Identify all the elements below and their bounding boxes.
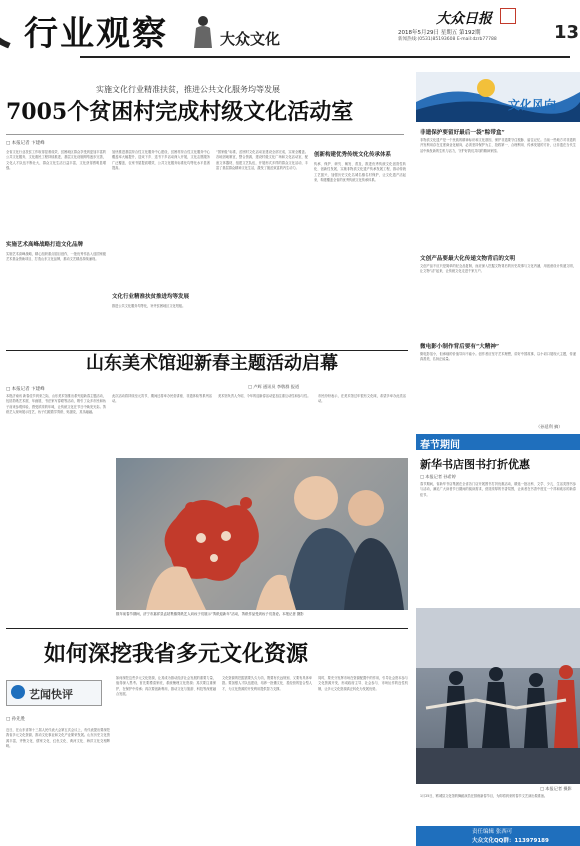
feature-col-1: 本报济南讯 新春佳节到来之际，山东美术馆推出系列迎新春主题活动，包括剪纸艺术展、年画展、书法家写春联等活动，吸引了众多市民和孩子前来参观体验，感受浓浓的年味，让传统文化在节日中焕发光彩。剪纸艺人现场展示技艺，孩子们跟着学剪纸、贴窗花，其乐融融。 [6, 394, 106, 415]
feature-photo [116, 458, 408, 610]
dancers-photo-icon [416, 608, 580, 784]
lead-byline: □ 本报记者 卞建峰 [6, 141, 45, 146]
lead-col-1b: 实施艺术高峰战略，精心组织重点剧目创作，一批优秀作品入选国家级艺术基金资助项目，打造山东文化品牌，推动文艺精品持续涌现。 [6, 252, 106, 262]
feature-col-2: 此次活动将持续至元宵节，期间还将举办民俗讲座、非遗体验等系列活动。 [112, 394, 212, 404]
dance-photo [416, 608, 580, 784]
masthead-rule [80, 56, 570, 58]
footer-editor: 责任编辑 张西可 [472, 829, 513, 835]
sidebar-item3-author: （孙延利 摘） [536, 424, 563, 429]
bottom-col-1: 近日，在山东省第十三届人民代表大会第五次会议上，有代表提出要深挖我省多元文化资源，推动文化事业和文化产业繁荣发展。山东历史文化资源丰富，齐鲁文化、儒家文化、红色文化、黄河文化、海洋文化交相辉映。 [6, 728, 110, 749]
feature-byline: □ 本报记者 卞建峰 [6, 387, 45, 392]
bottom-col-4: 同时，要充分发挥市场在资源配置中的作用，引导社会资本参与文化资源开发，形成政府主导、社会参与、市场运作的良性机制，让多元文化资源真正转化为发展优势。 [318, 676, 408, 691]
lead-col-1: 全省文化行业扶贫工作取得显著成效，贫困地区群众享受到更加丰富的公共文化服务，文化惠民工程持续推进，基层文化设施网络逐步完善，文化人才队伍不断壮大，群众文化生活日益丰富，文化获得感明显增强。 [6, 150, 106, 171]
sidebar-item3-title: 微电影小制作背后要有“大精神” [420, 344, 500, 350]
sidebar-item3-body: 微电影虽小，但承载的价值导向不能小。创作者应坚守艺术理想，讲好中国故事，以小切口展现大主题，传递真善美，弘扬正能量。 [420, 352, 576, 362]
column-tag-box [6, 680, 102, 706]
bottom-col-2: 如何深挖这些多元文化资源，让其成为推动经济社会发展的重要力量，值得深入思考。首先要摸清家底，系统梳理文化资源；其次要注重保护，在保护中传承；再次要创新利用，推动文化与旅游、科技等深度融合发展。 [116, 676, 216, 697]
lead-subhead-2: 文化行业精准扶贫推进均等发展 [112, 294, 190, 300]
bottom-top-rule [6, 628, 408, 629]
pen-icon [11, 685, 25, 699]
lead-kicker: 实施文化行业精准扶贫，推进公共文化服务均等发展 [96, 85, 280, 94]
feature-col-4: 市民纷纷表示，在美术馆过年很有文化味，希望多举办此类活动。 [318, 394, 406, 404]
sidebar-item2-title: 文创产品要最大化传递文物背后的文明 [420, 256, 516, 262]
lead-col-3: “国家级”标准，贫困村文化活动室建设全部完成，实现全覆盖。各地因地制宜，整合资源，建设村级文化广场和文化活动室，配备文体器材，组建文艺队伍，开展形式多样的群众文化活动，丰富了基层群众精神文化生活，激发了脱贫致富的内生动力。 [216, 150, 308, 171]
spring-headline: 新华书店图书打折优惠 [420, 458, 530, 471]
masthead [0, 0, 580, 58]
section-subtitle: 大众文化 [220, 30, 281, 48]
lead-headline: 7005个贫困村完成村级文化活动室 [6, 99, 354, 125]
feature-photo-credit: □ 卢辉 通讯员 李敬群 报道 [248, 384, 300, 389]
dance-photo-caption: □ 本报记者 摄影 [540, 786, 572, 791]
bottom-author: □ 孙先胜 [6, 717, 26, 722]
lead-rule [6, 134, 404, 135]
date-line: 2018年5月29日 星期五 第192期 [398, 30, 481, 36]
lead-col-2: 加快推进基层综合性文化服务中心建设，贫困村综合性文化服务中心覆盖率大幅提升，送戏下乡、送书下乡活动深入开展，文化志愿服务广泛覆盖，农家书屋提质增效，公共文化服务标准化均等化水平显著提高。 [112, 150, 210, 171]
lead-col-2b: 推进公共文化服务均等化，补齐贫困地区文化短板。 [112, 304, 186, 308]
page-number: 13 [554, 22, 580, 43]
column-tag: 艺闻快评 [29, 688, 73, 701]
footer-qq: 大众文化QQ群：113979189 [472, 838, 549, 844]
feature-top-rule [6, 350, 408, 351]
section-title: 行业观察 [24, 14, 168, 54]
paper-name: 大众日报 [436, 11, 492, 27]
paper-seal-icon [500, 8, 516, 24]
spring-body: 春节期间，省新华书店集团在全省各门店开展图书打折优惠活动，精选一批社科、文学、少儿、生活类图书参与活动，满足广大读者节日期间的阅读需求，营造浓厚的书香氛围，让读者在书香中度过一个祥和欢乐的新春佳节。 [420, 482, 576, 497]
bottom-col-3: 文化资源的挖掘需要久久为功，既要有长远规划，又要有具体举措。要加强人才队伍建设，培养一批懂文化、善经营的复合型人才，为文化资源的开发利用提供智力支撑。 [222, 676, 312, 691]
lead-col-4: 传承、保护、研究、阐发、普及，推进优秀传统文化创造性转化、创新性发展，实施非物质文化遗产传承发展工程，推动传统工艺振兴，加强历史文化名城名镇名村保护，让文化遗产活起来，构建覆盖全省的优秀传统文化传承体系。 [314, 162, 406, 183]
lead-subhead-1: 实施艺术高峰战略打造文化品牌 [6, 242, 84, 248]
sidebar-column-title: 文化风向 [508, 98, 557, 112]
feature-photo-caption: 数年前春节期间，济宁市嘉祥县孟姑集镇剪纸艺人向孩子们展示“剪纸迎新年”活动，剪纸作品受到孩子们喜爱。本报记者 摄影 [116, 612, 304, 616]
sidebar-item2-body: 文创产品不应只是简单的纪念品复制，而应深入挖掘文物背后的历史故事与文化内涵，用创意设计传递文明，让文物“活”起来，让传统文化走进千家万户。 [420, 264, 576, 274]
lead-subhead-3: 创新构建优秀传统文化传承体系 [314, 152, 392, 158]
feature-col-3: 美术馆负责人介绍，今年的迎新春活动更加注重互动性和参与性。 [218, 394, 311, 398]
feature-headline: 山东美术馆迎新春主题活动启幕 [86, 353, 338, 374]
paper-cut-photo-icon [116, 458, 408, 610]
sidebar-item1-title: 非遗保护要留好最后一袋“粽带盒” [420, 130, 505, 136]
spring-title: 春节期间 [420, 440, 460, 451]
dance-photo-text: 1月25日，郓城县文化馆的舞蹈演员在排练新春节目，为即将到来的春节文艺演出做准备。 [420, 794, 548, 798]
editors-line: 新闻热线:(0531)85193608 E-mail:dzrb77788 [398, 37, 497, 42]
scholar-figure-icon [192, 14, 214, 48]
spring-byline: □ 本报记者 孙希婷 [420, 474, 456, 479]
sidebar-item1-body: 非物质文化遗产是一个民族的精神标识和文化基因，保护非遗要守住根脉、留住记忆。当前一些地方对非遗的开发利用存在过度商业化倾向，必须坚持保护为主、抢救第一、合理利用、传承发展的方针，让非遗在当代生活中焕发新的生机与活力，守护好我们共同的精神家园。 [420, 138, 576, 153]
bottom-headline: 如何深挖我省多元文化资源 [44, 641, 309, 667]
